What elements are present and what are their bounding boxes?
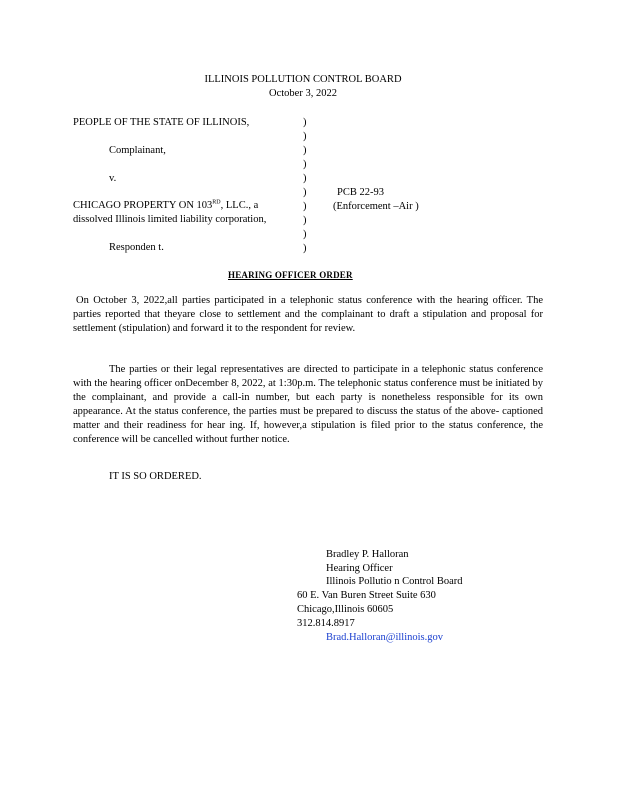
case-type: (Enforcement –Air ) [333, 201, 419, 212]
order-paragraph-2: The parties or their legal representatives are directed to participate in a telephonic status conference with the hearing officer onDecember 8, 2022, at 1:30p.m. The telephonic status conference must be initiated by the complainant, and provide a call-in number, but each party is nonetheless responsible for its own appearance. At the status conference, the parties must be prepared to discuss the status of the above- captioned matter and their readiness for hear ing. If, however,a stipulation is filed prior to the status conference, the conference will be cancelled without further notice. [73, 364, 543, 445]
defendant-name-prefix: CHICAGO PROPERTY ON 103 [73, 200, 213, 211]
order-paragraph-1: On October 3, 2022,all parties participated in a telephonic status conference with the hearing officer. The parties reported that theyare close to settlement and the complainant to draft a stipulation and proposal for settlement (stipulation) and forward it to the respondent for review. [73, 295, 543, 334]
signature-email-link[interactable]: Brad.Halloran@illinois.gov [326, 632, 443, 643]
signature-address: 60 E. Van Buren Street Suite 630 [297, 590, 436, 601]
paren: ) [303, 173, 307, 184]
signature-phone: 312.814.8917 [297, 618, 355, 629]
paren: ) [303, 131, 307, 142]
caption-parentheses [303, 116, 311, 256]
signature-name: Bradley P. Halloran [326, 549, 409, 560]
case-number: PCB 22-93 [337, 187, 384, 198]
defendant-role: Responden t. [109, 242, 164, 253]
order-closing: IT IS SO ORDERED. [109, 471, 202, 482]
paren: ) [303, 187, 307, 198]
signature-title: Hearing Officer [326, 563, 393, 574]
defendant-description: dissolved Illinois limited liability corporation, [73, 214, 267, 225]
paren: ) [303, 229, 307, 240]
plaintiff-name: PEOPLE OF THE STATE OF ILLINOIS, [73, 117, 250, 128]
paren: ) [303, 159, 307, 170]
defendant-name [73, 199, 258, 213]
paren: ) [303, 117, 307, 128]
defendant-name-sup: RD [212, 199, 221, 206]
paren: ) [303, 215, 307, 226]
paren: ) [303, 243, 307, 254]
signature-city: Chicago,Illinois 60605 [297, 604, 394, 615]
order-title: HEARING OFFICER ORDER [228, 270, 353, 280]
paren: ) [303, 145, 307, 156]
order-date: October 3, 2022 [269, 88, 337, 99]
plaintiff-role: Complainant, [109, 145, 166, 156]
agency-header: ILLINOIS POLLUTION CONTROL BOARD [204, 74, 402, 85]
versus-label: v. [109, 173, 117, 184]
signature-org: Illinois Pollutio n Control Board [326, 576, 463, 587]
paren: ) [303, 201, 307, 212]
defendant-name-suffix: , LLC., a [220, 200, 259, 211]
